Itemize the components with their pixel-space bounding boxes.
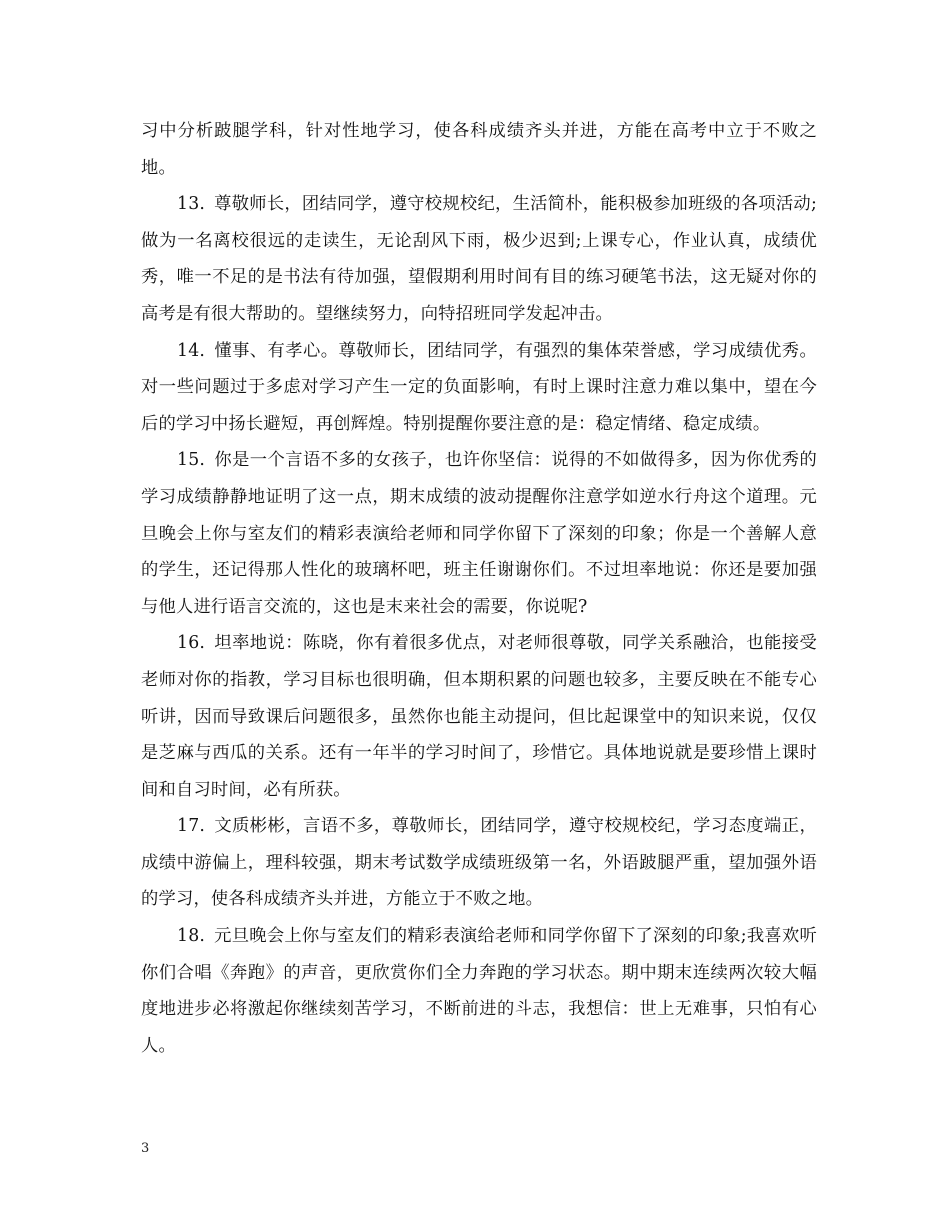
paragraph-18 <box>141 918 817 1064</box>
paragraph-number: 17. <box>177 816 206 837</box>
paragraph-number: 18. <box>177 926 206 947</box>
paragraph-14 <box>141 333 817 443</box>
paragraph-16 <box>141 625 817 808</box>
paragraph-text: 文质彬彬，言语不多，尊敬师长，团结同学，遵守校规校纪，学习态度端正，成绩中游偏上，理科较强，期末考试数学成绩班级第一名，外语跛腿严重，望加强外语的学习，使各科成绩齐头并进，方能立于不败之地。 <box>141 816 817 910</box>
paragraph-text: 元旦晚会上你与室友们的精彩表演给老师和同学你留下了深刻的印象;我喜欢听你们合唱《奔跑》的声音，更欣赏你们全力奔跑的学习状态。期中期末连续两次较大幅度地进步必将激起你继续刻苦学习，不断前进的斗志，我想信：世上无难事，只怕有心人。 <box>141 926 817 1056</box>
page-number: 3 <box>141 1141 150 1156</box>
document-body <box>141 113 817 1064</box>
paragraph-17 <box>141 808 817 918</box>
paragraph-15 <box>141 442 817 625</box>
paragraph-text: 你是一个言语不多的女孩子，也许你坚信：说得的不如做得多，因为你优秀的学习成绩静静地证明了这一点，期末成绩的波动提醒你注意学如逆水行舟这个道理。元旦晚会上你与室友们的精彩表演给老师和同学你留下了深刻的印象；你是一个善解人意的学生，还记得那人性化的玻璃杯吧，班主任谢谢你们。不过坦率地说：你还是要加强与他人进行语言交流的，这也是末来社会的需要，你说呢? <box>141 450 817 617</box>
paragraph-text: 懂事、有孝心。尊敬师长，团结同学，有强烈的集体荣誉感，学习成绩优秀。对一些问题过于多虑对学习产生一定的负面影响，有时上课时注意力难以集中，望在今后的学习中扬长避短，再创辉煌。特别提醒你要注意的是：稳定情绪、稳定成绩。 <box>141 340 817 434</box>
paragraph-13 <box>141 186 817 332</box>
paragraph-text: 习中分析跛腿学科，针对性地学习，使各科成绩齐头并进，方能在高考中立于不败之地。 <box>141 121 817 178</box>
paragraph-number: 16. <box>177 633 206 654</box>
paragraph-number: 15. <box>177 450 206 471</box>
paragraph-text: 尊敬师长，团结同学，遵守校规校纪，生活简朴，能积极参加班级的各项活动;做为一名离校很远的走读生，无论刮风下雨，极少迟到;上课专心，作业认真，成绩优秀，唯一不足的是书法有待加强，望假期利用时间有目的练习硬笔书法，这无疑对你的高考是有很大帮助的。望继续努力，向特招班同学发起冲击。 <box>141 194 817 324</box>
paragraph-continued <box>141 113 817 186</box>
paragraph-number: 14. <box>177 340 206 361</box>
paragraph-number: 13. <box>177 194 206 215</box>
paragraph-text: 坦率地说：陈晓，你有着很多优点，对老师很尊敬，同学关系融洽，也能接受老师对你的指教，学习目标也很明确，但本期积累的问题也较多，主要反映在不能专心听讲，因而导致课后问题很多，虽然你也能主动提问，但比起课堂中的知识来说，仅仅是芝麻与西瓜的关系。还有一年半的学习时间了，珍惜它。具体地说就是要珍惜上课时间和自习时间，必有所获。 <box>141 633 817 800</box>
